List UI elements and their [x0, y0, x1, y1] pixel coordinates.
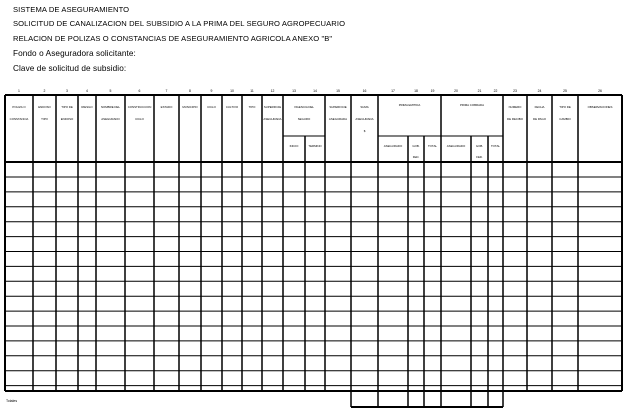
header-superficie: SUPERFICIE: [263, 105, 282, 109]
report-title: RELACION DE POLIZAS O CONSTANCIAS DE ASEGURAMIENTO AGRICOLA ANEXO "B": [13, 34, 333, 43]
column-number: 26: [598, 89, 602, 93]
header-asegurado: ASEGURADO: [383, 144, 403, 148]
column-number: 20: [454, 89, 458, 93]
header-observaciones: OBSERVACIONES: [587, 105, 613, 109]
header-superficie: ASEGURADA: [263, 117, 282, 121]
column-number: 1: [18, 89, 20, 93]
header-gob-fed: GOB.: [475, 144, 484, 148]
insurer-label: Fondo o Aseguradora solicitante:: [13, 49, 136, 58]
header-prima-cobrada: PRIMA COBRADA: [459, 103, 485, 107]
column-number: 4: [86, 89, 88, 93]
header-estado: ESTADO: [160, 105, 173, 109]
column-number: 15: [336, 89, 340, 93]
column-number: 10: [230, 89, 234, 93]
column-number: 25: [563, 89, 567, 93]
totals-label: Totales: [6, 399, 18, 403]
column-number: 24: [537, 89, 542, 93]
column-number: 8: [189, 89, 191, 93]
header-endoso: TIPO: [41, 117, 48, 121]
column-number: 6: [138, 89, 141, 93]
column-number: 18: [414, 89, 418, 93]
column-number: 16: [362, 89, 367, 93]
header-superficie-asegurada: SUPERFICIE: [329, 105, 347, 109]
header-nombre-asegurado: ASEGURADO: [101, 117, 120, 121]
header-tipo: TIPO: [248, 105, 256, 109]
header-vigencia: VIGENCIA DEL: [293, 105, 315, 109]
header-nombre-asegurado: NOMBRE DEL: [100, 105, 121, 109]
column-number: 5: [109, 89, 112, 93]
header-endoso: ENDOSO: [38, 105, 51, 109]
header-tipo-cambio: TIPO DE: [559, 105, 571, 109]
header-total: TOTAL: [427, 144, 438, 148]
system-title: SISTEMA DE ASEGURAMIENTO: [13, 5, 130, 14]
header-riesgo: RIESGO: [81, 105, 93, 109]
header-suma-asegurada: $: [363, 129, 366, 133]
header-gob-fed: FED.: [412, 155, 420, 159]
header-superficie-asegurada: ASEGURADA: [328, 117, 348, 121]
header-asegurado: ASEGURADO: [446, 144, 466, 148]
header-suma-asegurada: ASEGURADA: [355, 117, 374, 121]
header-gob-fed: FED.: [476, 155, 483, 159]
column-number: 21: [477, 89, 482, 93]
header-ciclo: CICLO: [207, 105, 216, 109]
header-prima-emitida: PRIMA EMITIDA: [398, 103, 421, 107]
header-poliza: POLIZA O: [12, 105, 26, 109]
header-tipo-endoso: ENDOSO: [60, 117, 74, 121]
header-construccion: CICLO: [135, 117, 144, 121]
header-municipio: MUNICIPIO: [182, 105, 198, 109]
column-number: 23: [513, 89, 517, 93]
column-number: 2: [43, 89, 46, 93]
header-vigencia: SEGURO: [297, 117, 311, 121]
column-number: 19: [430, 89, 435, 93]
header-poliza: CONSTANCIA: [9, 117, 29, 121]
header-fecha-pago: FECHA: [534, 105, 545, 109]
column-number: 3: [66, 89, 68, 93]
header-cultivo: CULTIVO: [225, 105, 239, 109]
column-number: 11: [250, 89, 254, 93]
header-numero-recibo: DE RECIBO: [507, 117, 523, 121]
header-total: TOTAL: [490, 144, 501, 148]
header-fecha-pago: DE PAGO: [533, 117, 546, 121]
column-number: 7: [165, 89, 168, 93]
header-tipo-endoso: TIPO DE: [61, 105, 73, 109]
header-gob-fed: GOB.: [412, 144, 420, 148]
header-inicio: INICIO: [289, 144, 299, 148]
request-title: SOLICITUD DE CANALIZACION DEL SUBSIDIO A LA PRIMA DEL SEGURO AGROPECUARIO: [13, 19, 346, 28]
header-numero-recibo: NUMERO: [508, 105, 522, 109]
header-construccion: CONSTRUCCION: [127, 105, 152, 109]
subsidy-key-label: Clave de solicitud de subsidio:: [13, 64, 127, 73]
column-number: 22: [493, 89, 498, 93]
header-suma-asegurada: SUMA: [360, 105, 369, 109]
header-tipo-cambio: CAMBIO: [559, 117, 571, 121]
column-number: 14: [313, 89, 317, 93]
header-termino: TERMINO: [308, 144, 322, 148]
column-number: 17: [391, 89, 395, 93]
column-number: 9: [210, 89, 213, 93]
column-number: 12: [270, 89, 275, 93]
column-number: 13: [292, 89, 296, 93]
